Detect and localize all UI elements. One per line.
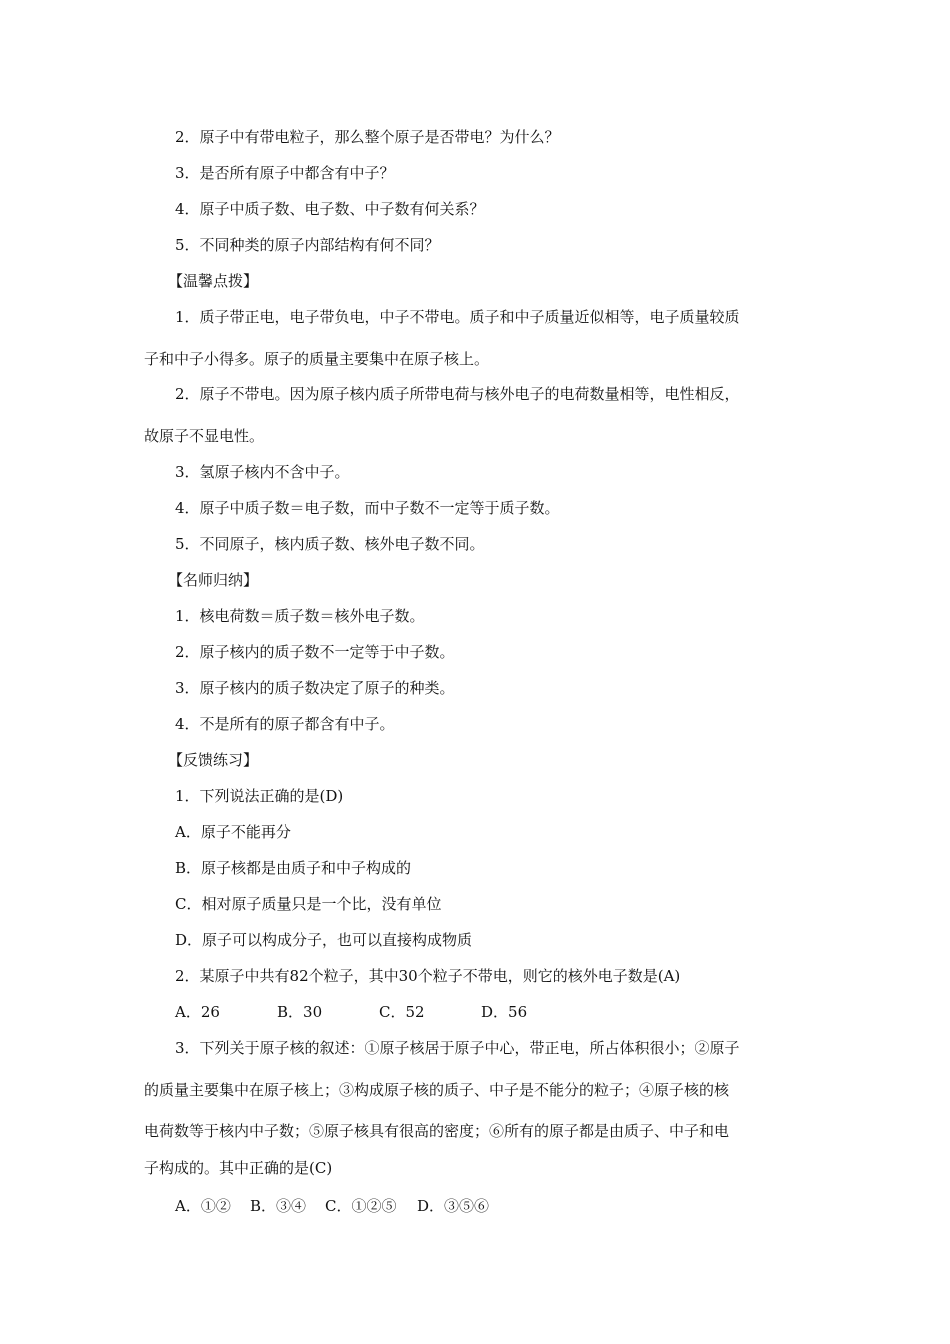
practice-heading: 【反馈练习】 [168, 751, 259, 769]
practice-3-line-2: 的质量主要集中在原子核上；③构成原子核的质子、中子是不能分的粒子；④原子核的核 [144, 1081, 730, 1099]
practice-3-line-4: 子构成的。其中正确的是(C) [144, 1159, 333, 1177]
tips-heading: 【温馨点拨】 [168, 272, 259, 290]
practice-2-option-a: A．26 [175, 1003, 220, 1021]
practice-1-option-b: B．原子核都是由质子和中子构成的 [175, 859, 412, 877]
summary-1: 1．核电荷数＝质子数＝核外电子数。 [175, 607, 425, 625]
practice-2-option-d: D．56 [481, 1003, 528, 1021]
question-2: 2．原子中有带电粒子，那么整个原子是否带电？为什么？ [175, 128, 560, 146]
practice-1-option-d: D．原子可以构成分子，也可以直接构成物质 [175, 931, 473, 949]
tip-2-line-1: 2．原子不带电。因为原子核内质子所带电荷与核外电子的电荷数量相等，电性相反， [175, 385, 740, 403]
summary-2: 2．原子核内的质子数不一定等于中子数。 [175, 643, 455, 661]
practice-3-line-1: 3．下列关于原子核的叙述：①原子核居于原子中心，带正电，所占体积很小；②原子 [175, 1039, 740, 1057]
summary-4: 4．不是所有的原子都含有中子。 [175, 715, 395, 733]
question-3: 3．是否所有原子中都含有中子？ [175, 164, 395, 182]
practice-3-option-a: A．①② [175, 1197, 231, 1215]
question-5: 5．不同种类的原子内部结构有何不同？ [175, 236, 440, 254]
practice-3-option-d: D．③⑤⑥ [417, 1197, 490, 1215]
practice-1-option-a: A．原子不能再分 [175, 823, 291, 841]
tip-3: 3．氢原子核内不含中子。 [175, 463, 350, 481]
summary-heading: 【名师归纳】 [168, 571, 259, 589]
tip-1-line-2: 子和中子小得多。原子的质量主要集中在原子核上。 [144, 350, 490, 368]
question-4: 4．原子中质子数、电子数、中子数有何关系？ [175, 200, 485, 218]
practice-2-option-b: B．30 [277, 1003, 323, 1021]
tip-1-line-1: 1．质子带正电，电子带负电，中子不带电。质子和中子质量近似相等，电子质量较质 [175, 308, 740, 326]
summary-3: 3．原子核内的质子数决定了原子的种类。 [175, 679, 455, 697]
tip-2-line-2: 故原子不显电性。 [144, 427, 265, 445]
practice-2-options [175, 1002, 527, 1022]
practice-2-option-c: C．52 [379, 1003, 425, 1021]
tip-4: 4．原子中质子数＝电子数，而中子数不一定等于质子数。 [175, 499, 560, 517]
practice-3-option-b: B．③④ [250, 1197, 307, 1215]
tip-5: 5．不同原子，核内质子数、核外电子数不同。 [175, 535, 485, 553]
practice-3-option-c: C．①②⑤ [325, 1197, 397, 1215]
practice-1-stem: 1．下列说法正确的是(D) [175, 787, 344, 805]
practice-3-line-3: 电荷数等于核内中子数；⑤原子核具有很高的密度；⑥所有的原子都是由质子、中子和电 [144, 1122, 730, 1140]
practice-3-options [175, 1196, 489, 1216]
practice-2-stem: 2．某原子中共有82个粒子，其中30个粒子不带电，则它的核外电子数是(A) [175, 967, 681, 985]
practice-1-option-c: C．相对原子质量只是一个比，没有单位 [175, 895, 442, 913]
